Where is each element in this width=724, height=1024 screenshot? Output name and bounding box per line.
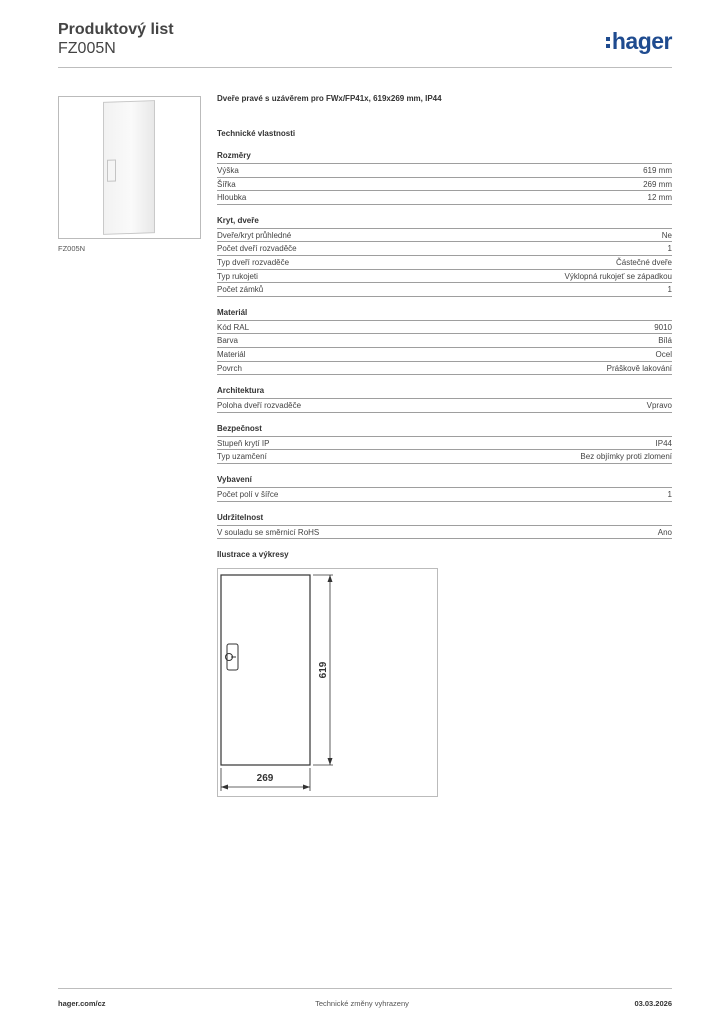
spec-row [217, 270, 672, 284]
section-title: Vybavení [217, 475, 672, 488]
door-image [103, 100, 155, 235]
section-title: Udržitelnost [217, 513, 672, 526]
technical-properties-heading: Technické vlastnosti [217, 129, 296, 138]
product-content [217, 94, 672, 797]
spec-row [217, 348, 672, 362]
spec-row [217, 191, 672, 205]
height-arrow-top [328, 575, 333, 582]
spec-row [217, 283, 672, 297]
spec-section [217, 386, 672, 413]
spec-row [217, 321, 672, 335]
logo-colon-icon [606, 28, 610, 52]
technical-drawing [217, 568, 438, 797]
footer-date: 03.03.2026 [634, 999, 672, 1008]
logo-text: hager [611, 28, 672, 54]
spec-label: Počet dveří rozvaděče [217, 244, 297, 254]
spec-section [217, 308, 672, 375]
spec-section [217, 475, 672, 502]
width-arrow-left [221, 785, 228, 790]
spec-value: Ano [657, 527, 672, 537]
product-code: FZ005N [58, 40, 116, 57]
spec-label: Povrch [217, 363, 242, 373]
drawing-svg [218, 569, 437, 796]
header-divider [58, 67, 672, 68]
door-handle-image [107, 159, 116, 181]
page-title: Produktový list [58, 21, 174, 38]
footer-website-link[interactable]: hager.com/cz [58, 999, 106, 1008]
page-header [58, 20, 174, 58]
spec-label: Hloubka [217, 193, 247, 203]
spec-row [217, 488, 672, 502]
spec-value: Bez objímky proti zlomení [580, 452, 672, 462]
spec-row [217, 362, 672, 376]
spec-value: Bílá [658, 336, 672, 346]
height-arrow-bottom [328, 758, 333, 765]
section-title: Rozměry [217, 151, 672, 164]
spec-value: 1 [667, 489, 672, 499]
spec-row [217, 256, 672, 270]
width-label: 269 [256, 773, 274, 785]
spec-label: Výška [217, 166, 239, 175]
spec-label: Typ uzamčení [217, 452, 267, 462]
footer-divider [58, 988, 672, 989]
width-arrow-right [303, 785, 310, 790]
spec-section [217, 513, 672, 540]
footer-notice: Technické změny vyhrazeny [315, 999, 409, 1008]
spec-value: IP44 [655, 438, 672, 448]
spec-label: Typ dveří rozvaděče [217, 257, 290, 267]
spec-label: Počet polí v šířce [217, 489, 279, 499]
spec-value: Výklopná rukojeť se západkou [564, 271, 672, 281]
spec-sections [217, 151, 672, 539]
spec-value: 269 mm [643, 179, 672, 189]
hager-logo [606, 28, 672, 55]
thumbnail-caption: FZ005N [58, 244, 86, 253]
spec-label: Barva [217, 336, 238, 346]
product-title: Dveře pravé s uzávěrem pro FWx/FP41x, 619x269 mm, IP44 [217, 94, 442, 103]
spec-value: 1 [667, 285, 672, 295]
spec-row [217, 399, 672, 413]
spec-label: Poloha dveří rozvaděče [217, 401, 302, 411]
spec-value: Práškově lakování [606, 363, 672, 373]
spec-section [217, 424, 672, 464]
spec-label: Kód RAL [217, 322, 250, 332]
section-title: Bezpečnost [217, 424, 672, 437]
spec-section [217, 151, 672, 205]
spec-label: Materiál [217, 349, 246, 359]
spec-label: Typ rukojeti [217, 271, 258, 281]
spec-section [217, 216, 672, 297]
spec-value: Ne [661, 230, 672, 240]
spec-value: 1 [667, 244, 672, 254]
spec-value: 619 mm [643, 166, 672, 175]
spec-row [217, 450, 672, 464]
spec-label: V souladu se směrnicí RoHS [217, 527, 320, 537]
spec-label: Šířka [217, 179, 236, 189]
spec-row [217, 229, 672, 243]
spec-value: 12 mm [647, 193, 672, 203]
spec-label: Stupeň krytí IP [217, 438, 270, 448]
illustration-heading: Ilustrace a výkresy [217, 550, 289, 560]
spec-value: 9010 [654, 322, 672, 332]
height-label: 619 [318, 661, 329, 679]
spec-row [217, 334, 672, 348]
spec-row [217, 178, 672, 192]
spec-label: Počet zámků [217, 285, 264, 295]
spec-row [217, 437, 672, 451]
spec-row [217, 242, 672, 256]
section-title: Kryt, dveře [217, 216, 672, 229]
section-title: Materiál [217, 308, 672, 321]
product-thumbnail [58, 96, 201, 239]
spec-value: Částečné dveře [615, 257, 672, 267]
section-title: Architektura [217, 386, 672, 399]
spec-row [217, 526, 672, 540]
spec-label: Dveře/kryt průhledné [217, 230, 292, 240]
spec-value: Vpravo [646, 401, 672, 411]
spec-value: Ocel [655, 349, 672, 359]
spec-row [217, 164, 672, 178]
